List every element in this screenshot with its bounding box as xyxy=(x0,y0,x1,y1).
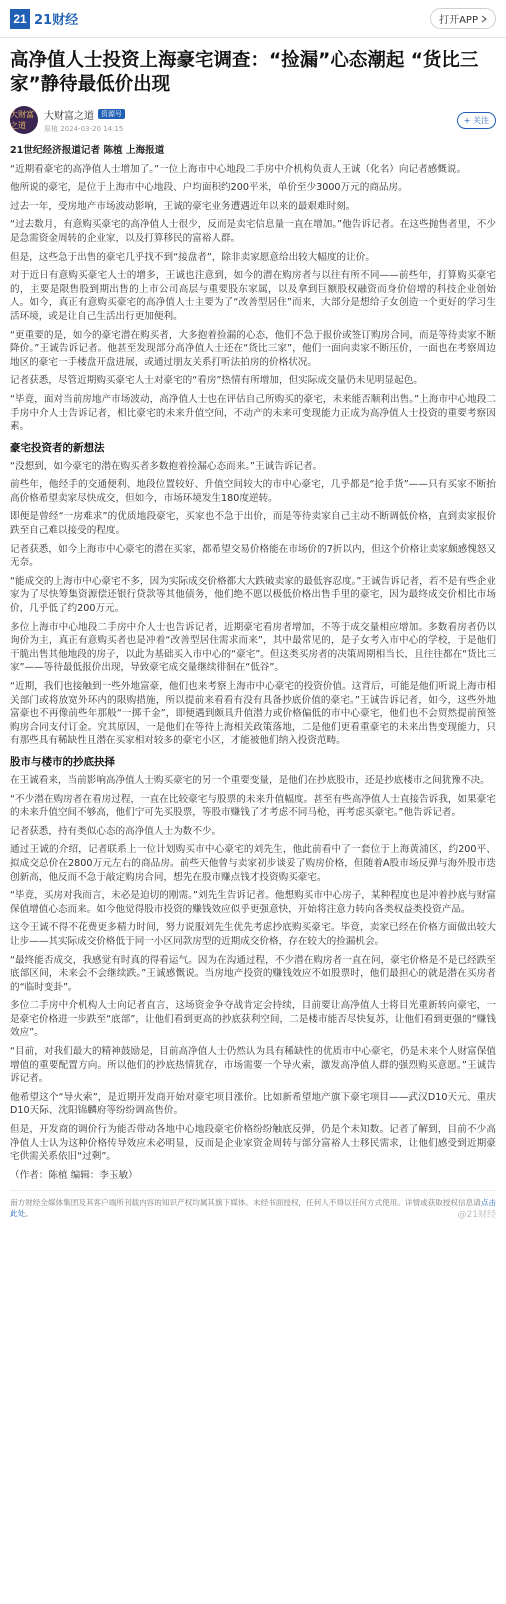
article-paragraph: 记者获悉，尽管近期购买豪宅人士对豪宅的“看房”热情有所增加，但实际成交量仍未见明显起色。 xyxy=(10,375,423,387)
article-paragraph: “毕竟，面对当前房地产市场波动，高净值人士也在评估自己所购买的豪宅，未来能否顺利出售。”上海市中心地段二手房中介人士告诉记者，相比豪宅的未来升值空间，不动产的未来可变现能力正成为高净值人士投资的重要考察因素。 xyxy=(10,393,496,433)
notice-period: 。 xyxy=(25,1209,33,1219)
chevron-right-icon xyxy=(481,15,487,23)
top-bar xyxy=(0,0,506,38)
article-paragraph: “能成交的上海市中心豪宅不多，因为实际成交价格都大大跌破卖家的最低容忍度。”王诚告诉记者，若不是有些企业家为了尽快筹集资源偿还银行贷款等其他债务，他们绝不愿以极低价格出售手里的豪宅，因为最终成交价相比市场价，几乎低了约200万元。 xyxy=(10,575,496,615)
article-paragraph: “更重要的是，如今的豪宅潜在购买者，大多抱着捡漏的心态，他们不急于报价或签订购房合同，而是等待卖家不断降价。”王诚告诉记者。他甚至发现部分高净值人士还在“货比三家”，他们一面向卖家不断压价，一面也在考察周边地区的豪宅一手楼盘开盘进展，或通过朋友关系打听法拍房的价格状况。 xyxy=(10,329,496,368)
article-paragraph: （作者：陈植 编辑：李玉敏） xyxy=(10,1169,138,1181)
article-paragraph: 对于近日有意购买豪宅人士的增多，王诚也注意到，如今的潜在购房者与以往有所不同——前些年，打算购买豪宅的，主要是限售股到期出售的上市公司高层与重要股东家属，以及拿到巨额股权融资而身价倍增的科技企业创始人。如今，真正有意购买豪宅的高净值人士主要为了“改善型居住”而来，大部分是想给子女创造一个更好的学习生活环境，或是让自己生活出行更加便利。 xyxy=(10,270,496,322)
article-paragraph: 多位上海市中心地段二手房中介人士也告诉记者，近期豪宅看房者增加，不等于成交量相应增加。多数看房者仍以询价为主，真正有意购买者也是冲着“改善型居住需求而来”，其中最常见的，是子女考入市中心的学校，于是他们干脆出售其他地段的房子，以此为基础买入市中心的“豪宅”。但这类买房者的决策周期相当长，且往往都在“货比三家”——等待最低报价出现，导致豪宅成交量继续徘徊在“低谷”。 xyxy=(10,621,496,674)
paragraph-group-2 xyxy=(10,460,496,748)
article-paragraph: 他所说的豪宅，是位于上海市中心地段、户均面积约200平米，单价至少3000万元的商品房。 xyxy=(10,182,408,194)
article-paragraph: 但是，这些急于出售的豪宅几乎找不到“接盘者”，除非卖家愿意给出较大幅度的让价。 xyxy=(10,251,375,263)
article-paragraph: 即便是曾经“一房难求”的优质地段豪宅，买家也不急于出价，而是等待卖家自己主动不断调低价格，直到卖家报价跌至自己难以接受的程度。 xyxy=(10,511,496,537)
article-paragraph: “不少潜在购房者在看房过程，一直在比较豪宅与股票的未来升值幅度。甚至有些高净值人士直接告诉我，如果豪宅的未来升值空间不够高，他们宁可先买股票，等股市赚钱了才考虑不同马枪，再考虑买豪宅。”他告诉记者。 xyxy=(10,793,496,819)
article-paragraph: 通过王诚的介绍，记者联系上一位计划购买市中心豪宅的刘先生，他此前看中了一套位于上海黄浦区，约200平、拟成交总价在2800万元左右的商品房。前些天他曾与卖家初步谈妥了购房价格，但随着A股市场反弹与海外股市迭创新高，他反而不急于敲定购房合同，想先在股市赚点钱才投资购买豪宅。 xyxy=(10,844,496,883)
byline: 21世纪经济报道记者 陈植 上海报道 xyxy=(10,145,165,156)
copyright-notice: 南方财经全媒体集团及其客户端所刊载内容的知识产权均属其旗下媒体。未经书面授权，任何人不得以任何方式使用。详情或获取授权信息请 xyxy=(10,1198,481,1208)
article-paragraph: 过去一年，受房地产市场波动影响，王诚的豪宅业务遭遇近年以来的最艰难时刻。 xyxy=(10,200,356,212)
article-paragraph: 记者获悉，持有类似心态的高净值人士为数不少。 xyxy=(10,825,222,837)
author-avatar[interactable]: 大财富之道 xyxy=(10,106,38,134)
article-paragraph: 他希望这个“导火索”，是近期开发商开始对豪宅项目涨价。比如新希望地产旗下豪宅项目——武汉D10天元、重庆D10天际、沈阳锦麟府等纷纷调高售价。 xyxy=(10,1091,496,1117)
article-title: 高净值人士投资上海豪宅调查：“捡漏”心态潮起 “货比三家”静待最低价出现 xyxy=(10,50,479,95)
article-paragraph: 这令王诚不得不花费更多精力时间，努力说服刘先生优先考虑抄底购买豪宅。毕竟，卖家已经在价格方面做出较大让步——其实际成交价格低于同一小区同款房型的近期成交价格，存在较大的捡漏机会。 xyxy=(10,922,496,947)
article-paragraph: “毕竟，买房对我而言，未必是迫切的刚需。”刘先生告诉记者。他想购买市中心房子，某种程度也是冲着抄底与财富保值增值心态而来。如今他觉得股市投资的赚钱效应似乎更强意快，开始将注意力转向各类权益类投资产品。 xyxy=(10,890,496,915)
logo-text: 21财经 xyxy=(34,13,79,28)
article-body xyxy=(0,135,506,1182)
article-paragraph: 在王诚看来，当前影响高净值人士购买豪宅的另一个重要变量，是他们在抄底股市，还是抄底楼市之间犹豫不决。 xyxy=(10,774,490,786)
article-paragraph: “近期，我们也接触到一些外地富豪，他们也来考察上海市中心豪宅的投资价值。这背后，可能是他们听说上海市相关部门或将放宽外环内的限购措施，所以提前来看看有没有具备抄底价值的豪宅。”王诚告诉记者，如今，这些外地富豪也不再像前些年那般“一掷千金”，即便遇到颇具升值潜力或价格偏低的市中心豪宅，他们也不会贸然提前预签购房合同支付订金。究其原因，一是他们在等待上海相关政策落地，二是他们更看重豪宅的未来出售变现能力，只有那些具有稀缺性且潜在买家相对较多的豪宅小区，才能被他们纳入投资范畴。 xyxy=(10,681,496,747)
footer xyxy=(10,1190,496,1219)
open-app-label: 打开APP xyxy=(439,15,478,26)
section-heading-2: 股市与楼市的抄底抉择 xyxy=(10,755,115,768)
author-line xyxy=(44,107,457,122)
author-row xyxy=(10,105,496,135)
article-paragraph: “过去数月，有意购买豪宅的高净值人士很少，反而是卖宅信息量一直在增加。”他告诉记者。在这些抛售者里，不少是急需资金周转的企业家，以及打算移民的富裕人群。 xyxy=(10,219,496,244)
author-badge: 资源号 xyxy=(98,109,125,119)
publish-time: 原植 2024-03-20 14:15 xyxy=(44,124,124,133)
section-heading-1: 豪宅投资者的新想法 xyxy=(10,441,105,454)
paragraph-group-3 xyxy=(10,774,496,1182)
article-paragraph: 前些年，他经手的交通便利、地段位置较好、升值空间较大的市中心豪宅，几乎都是“抢手货”——只有买家不断抬高价格希望卖家尽快成交，但如今，市场环境发生180度逆转。 xyxy=(10,479,496,504)
article-paragraph: 但是，开发商的调价行为能否带动各地中心地段豪宅价格纷纷触底反弹，仍是个未知数。记者了解到，目前不少高净值人士认为这种价格传导效应未必明显，反而是企业家资金周转与部分富裕人士移民需求，让他们感受到近期豪宅供需关系依旧“过剩”。 xyxy=(10,1124,496,1163)
article-paragraph: 记者获悉，如今上海市中心豪宅的潜在买家，都希望交易价格能在市场价的7折以内，但这个价格让卖家颇感愧怒又无奈。 xyxy=(10,543,496,569)
article-paragraph: “近期看豪宅的高净值人士增加了。”一位上海市中心地段二手房中介机构负责人王诚（化名）向记者感慨说。 xyxy=(10,163,467,175)
logo-mark: 21 xyxy=(10,9,30,29)
author-info xyxy=(44,107,457,134)
article-paragraph: 多位二手房中介机构人士向记者直言，这场资金争夺战肯定会持续，目前要让高净值人士将目光重新转向豪宅，一是豪宅价格进一步跌至“底部”，让他们看到更高的抄底获利空间，二是楼市能否尽快复苏，让他们看到更强的“赚钱效应”。 xyxy=(10,1000,496,1039)
author-name[interactable]: 大财富之道 xyxy=(44,110,94,122)
logo[interactable] xyxy=(10,9,78,29)
article-paragraph: “目前，对我们最大的精神鼓励是，目前高净值人士仍然认为具有稀缺性的优质市中心豪宅，仍是未来个人财富保值增值的重要配置方向。所以他们的抄底热情犹存，市场需要一个导火索，激发高净值人群的强烈购买意愿。”王诚告诉记者。 xyxy=(10,1046,496,1085)
follow-button[interactable]: + 关注 xyxy=(457,112,496,129)
authorization-link[interactable]: 点击此处 xyxy=(10,1198,496,1219)
article-paragraph: “最终能否成交，我感觉有时真的得看运气。因为在沟通过程，不少潜在购房者一直在问，豪宅价格是不是已经跌至底部区间，未来会不会继续跌。”王诚感慨说。当房地产投资的赚钱效应不如股票时，他们最担心的就是潜在买房者的“临时变卦”。 xyxy=(10,954,496,993)
open-app-button[interactable] xyxy=(430,8,496,29)
article-paragraph: “没想到，如今豪宅的潜在购买者多数抱着捡漏心态而来。”王诚告诉记者。 xyxy=(10,460,323,472)
watermark: @21财经 xyxy=(457,1210,496,1221)
paragraph-group-1 xyxy=(10,163,496,434)
